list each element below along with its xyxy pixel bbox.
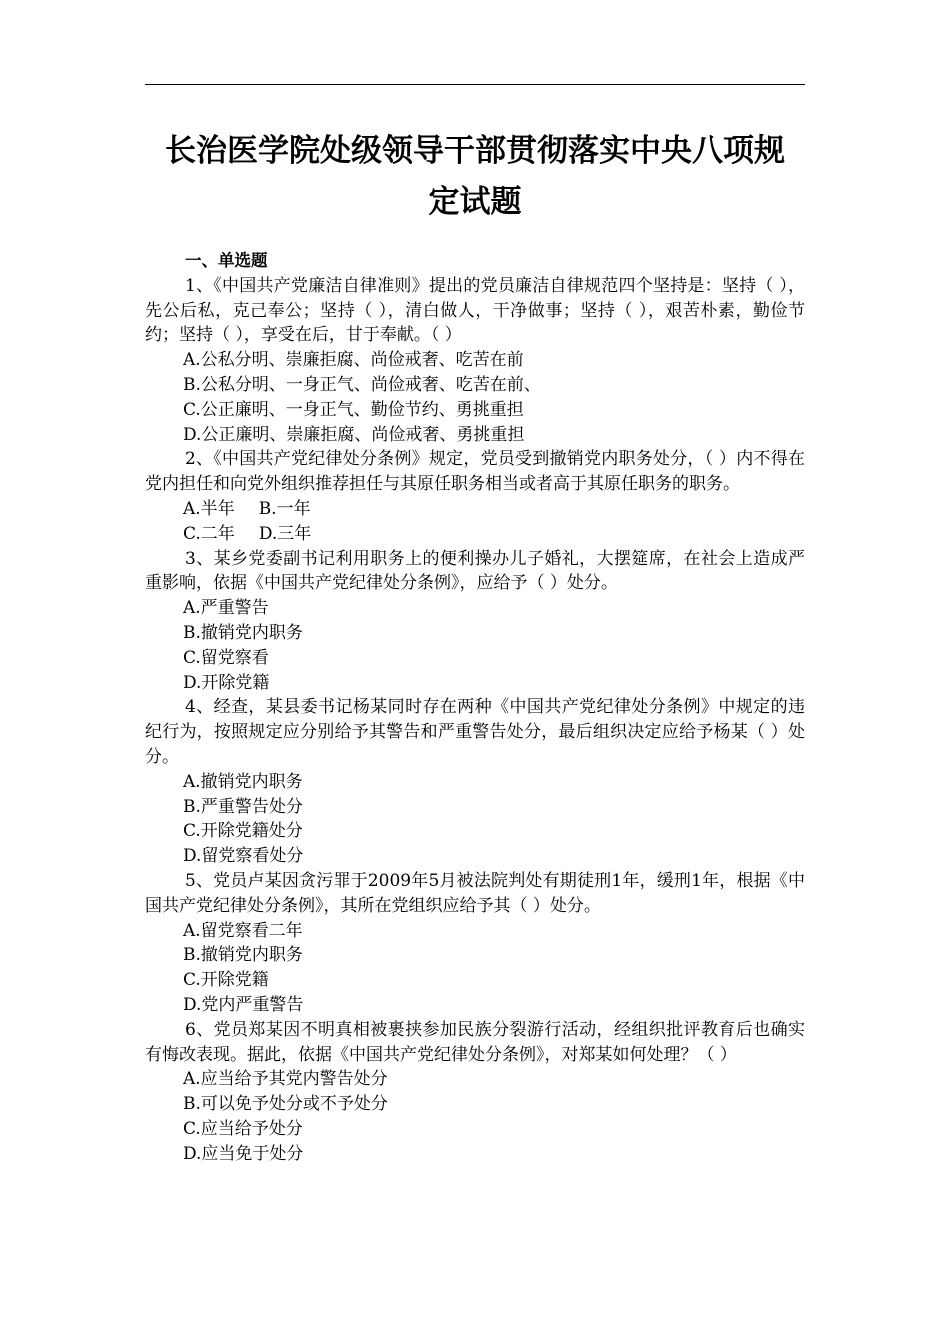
q4-option-c: C.开除党籍处分 bbox=[183, 821, 303, 842]
question-5: 5、党员卢某因贪污罪于2009年5月被法院判处有期徒刑1年，缓刑1年，根据《中国共产党纪律处分条例》，其所在党组织应给予其（ ）处分。 bbox=[145, 870, 805, 916]
q2-options-row-2 bbox=[145, 522, 805, 547]
q6-option-c: C.应当给予处分 bbox=[183, 1118, 303, 1139]
question-2: 2、《中国共产党纪律处分条例》规定，党员受到撤销党内职务处分，（ ）内不得在党内担任和向党外组织推荐担任与其原任职务相当或者高于其原任职务的职务。 bbox=[145, 449, 805, 495]
q3-option-c: C.留党察看 bbox=[183, 647, 269, 668]
q5-option-b: B.撤销党内职务 bbox=[183, 945, 303, 966]
q2-option-a: A.半年 bbox=[183, 498, 235, 519]
title-line-2: 定试题 bbox=[428, 184, 522, 220]
q3-option-d: D.开除党籍 bbox=[183, 672, 270, 693]
q5-option-a: A.留党察看二年 bbox=[183, 920, 303, 941]
q4-option-a: A.撤销党内职务 bbox=[183, 771, 303, 792]
q1-option-d: D.公正廉明、崇廉拒腐、尚俭戒奢、勇挑重担 bbox=[183, 424, 525, 445]
q6-option-a: A.应当给予其党内警告处分 bbox=[183, 1069, 388, 1090]
question-1: 1、《中国共产党廉洁自律准则》提出的党员廉洁自律规范四个坚持是：坚持（ ），先公后私，克己奉公；坚持（ ），清白做人，干净做事；坚持（ ），艰苦朴素，勤俭节约；坚持（ ），享受在后，甘于奉献。（ ） bbox=[145, 275, 805, 346]
q4-option-d: D.留党察看处分 bbox=[183, 846, 304, 867]
document-title bbox=[145, 126, 805, 228]
section-heading: 一、单选题 bbox=[185, 251, 268, 270]
q6-option-b: B.可以免予处分或不予处分 bbox=[183, 1094, 388, 1115]
q2-options-row-1 bbox=[145, 497, 805, 522]
question-6: 6、党员郑某因不明真相被裹挟参加民族分裂游行活动，经组织批评教育后也确实有悔改表现。据此，依据《中国共产党纪律处分条例》，对郑某如何处理？（ ） bbox=[145, 1019, 805, 1065]
q4-option-b: B.严重警告处分 bbox=[183, 796, 303, 817]
q2-option-d: D.三年 bbox=[258, 523, 312, 544]
q6-option-d: D.应当免于处分 bbox=[183, 1143, 304, 1164]
header-rule bbox=[145, 84, 805, 85]
q1-option-c: C.公正廉明、一身正气、勤俭节约、勇挑重担 bbox=[183, 399, 524, 420]
q1-option-b: B.公私分明、一身正气、尚俭戒奢、吃苦在前、 bbox=[183, 374, 541, 395]
q2-option-b: B.一年 bbox=[258, 498, 311, 519]
q5-option-c: C.开除党籍 bbox=[183, 970, 269, 991]
q1-option-a: A.公私分明、崇廉拒腐、尚俭戒奢、吃苦在前 bbox=[183, 350, 524, 371]
document-body bbox=[145, 249, 805, 1166]
q2-option-c: C.二年 bbox=[183, 523, 235, 544]
q3-option-a: A.严重警告 bbox=[183, 598, 269, 619]
question-4: 4、经查，某县委书记杨某同时存在两种《中国共产党纪律处分条例》中规定的违纪行为，按照规定应分别给予其警告和严重警告处分，最后组织决定应给予杨某（ ）处分。 bbox=[145, 697, 805, 767]
question-3: 3、某乡党委副书记利用职务上的便利操办儿子婚礼，大摆筵席，在社会上造成严重影响，依据《中国共产党纪律处分条例》，应给予（ ）处分。 bbox=[145, 548, 805, 594]
q3-option-b: B.撤销党内职务 bbox=[183, 622, 303, 643]
q5-option-d: D.党内严重警告 bbox=[183, 994, 304, 1015]
title-line-1: 长治医学院处级领导干部贯彻落实中央八项规 bbox=[165, 133, 785, 169]
